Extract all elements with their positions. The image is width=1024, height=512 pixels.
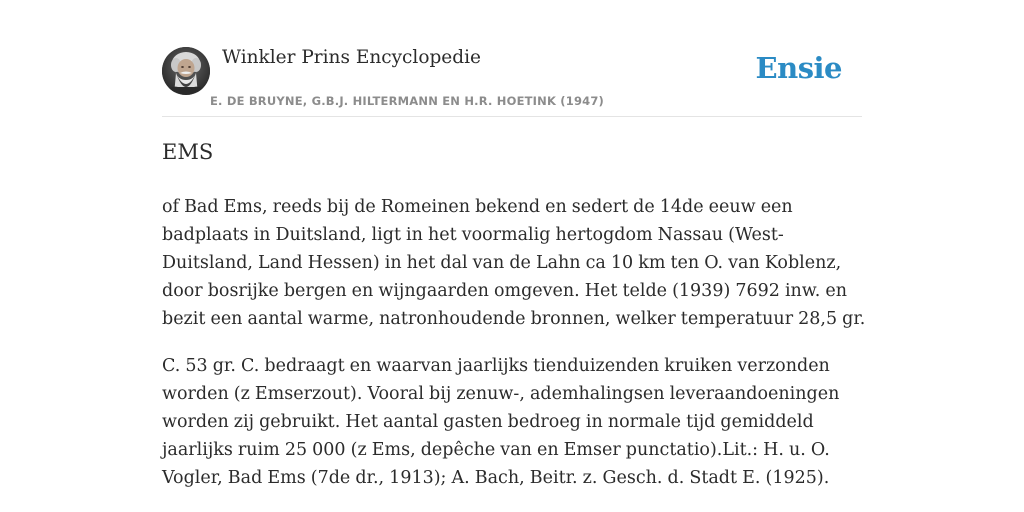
entry-paragraph: C. 53 gr. C. bedraagt en waarvan jaarlijks tienduizenden kruiken verzonden worden (z Emserzout). Vooral bij zenuw-, ademhalingsen leveraandoeningen worden zij gebruikt. Het aantal gasten bedroeg in normale tijd gemiddeld jaarlijks ruim 25 000 (z Ems, depêche van en Emser punctatio).Lit.: H. u. O. Vogler, Bad Ems (7de dr., 1913); A. Bach, Beitr. z. Gesch. d. Stadt E. (1925). (162, 356, 840, 488)
entry-paragraph: of Bad Ems, reeds bij de Romeinen bekend en sedert de 14de eeuw een badplaats in Duitsland, ligt in het voormalig hertogdom Nassau (West-Duitsland, Land Hessen) in het dal van de Lahn ca 10 km ten O. van Koblenz, door bosrijke bergen en wijngaarden omgeven. Het telde (1939) 7692 inw. en bezit een aantal warme, natronhoudende bronnen, welker temperatuur 28,5 gr. (162, 197, 866, 329)
brand-logo[interactable]: Ensie (755, 51, 842, 85)
entry-content (162, 193, 872, 511)
entry-title: EMS (162, 140, 214, 164)
authors-line: E. DE BRUYNE, G.B.J. HILTERMANN EN H.R. HOETINK (1947) (210, 94, 605, 108)
portrait-icon[interactable] (162, 47, 210, 95)
source-title[interactable]: Winkler Prins Encyclopedie (222, 47, 481, 68)
source-header (162, 44, 862, 117)
